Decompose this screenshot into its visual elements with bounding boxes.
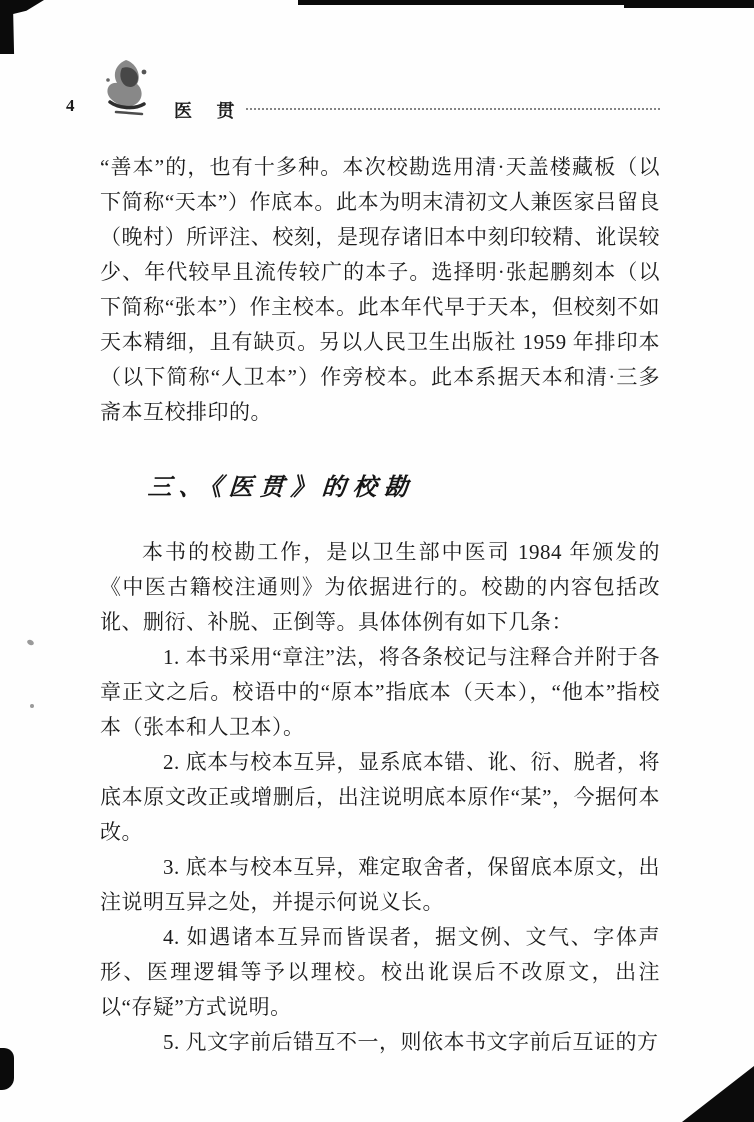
scan-artifact-bottom-left [0,1048,14,1090]
scan-artifact-top-right [624,0,754,8]
paragraph-item-3: 3. 底本与校本互异，难定取舍者，保留底本原文，出注说明互异之处，并提示何说义长。 [100,855,660,914]
scan-artifact-top-left [0,0,44,54]
paragraph: 本书的校勘工作，是以卫生部中医司 1984 年颁发的《中医古籍校注通则》为依据进行的。校勘的内容包括改讹、删衍、补脱、正倒等。具体体例有如下几条： [100,540,660,634]
paragraph-item-1: 1. 本书采用“章注”法，将各条校记与注释合并附于各章正文之后。校语中的“原本”指底本（天本），“他本”指校本（张本和人卫本）。 [100,645,660,739]
scan-speckle [30,704,34,708]
paragraph-item-4: 4. 如遇诸本互异而皆误者，据文例、文气、字体声形、医理逻辑等予以理校。校出讹误后不改原文，出注以“存疑”方式说明。 [100,925,660,1019]
page-body [100,150,660,1060]
scan-artifact-bottom-right [682,1066,754,1122]
paragraph-item-5: 5. 凡文字前后错互不一，则依本书文字前后互证的方 [163,1030,659,1054]
paragraph-item-2: 2. 底本与校本互异，显系底本错、讹、衍、脱者，将底本原文改正或增删后，出注说明底本原作“某”，今据何本改。 [100,750,660,844]
section-heading: 三、《医贯》的校勘 [146,475,416,501]
page-number: 4 [66,96,76,115]
header-dotted-rule [246,108,660,110]
running-head-book-title: 医 贯 [174,101,245,121]
paragraph-intro: “善本”的，也有十多种。本次校勘选用清·天盖楼藏板（以下简称“天本”）作底本。此本为明末清初文人兼医家吕留良（晚村）所评注、校刻，是现存诸旧本中刻印较精、讹误较少、年代较早且流传较广的本子。选择明·张起鹏刻本（以下简称“张本”）作主校本。此本年代早于天本，但校刻不如天本精细，且有缺页。另以人民卫生出版社 1959 年排印本（以下简称“人卫本”）作旁校本。此本系据天本和清·三多斋本互校排印的。 [100,155,660,424]
scan-speckle [26,639,34,646]
header-ornament-image [96,56,160,122]
